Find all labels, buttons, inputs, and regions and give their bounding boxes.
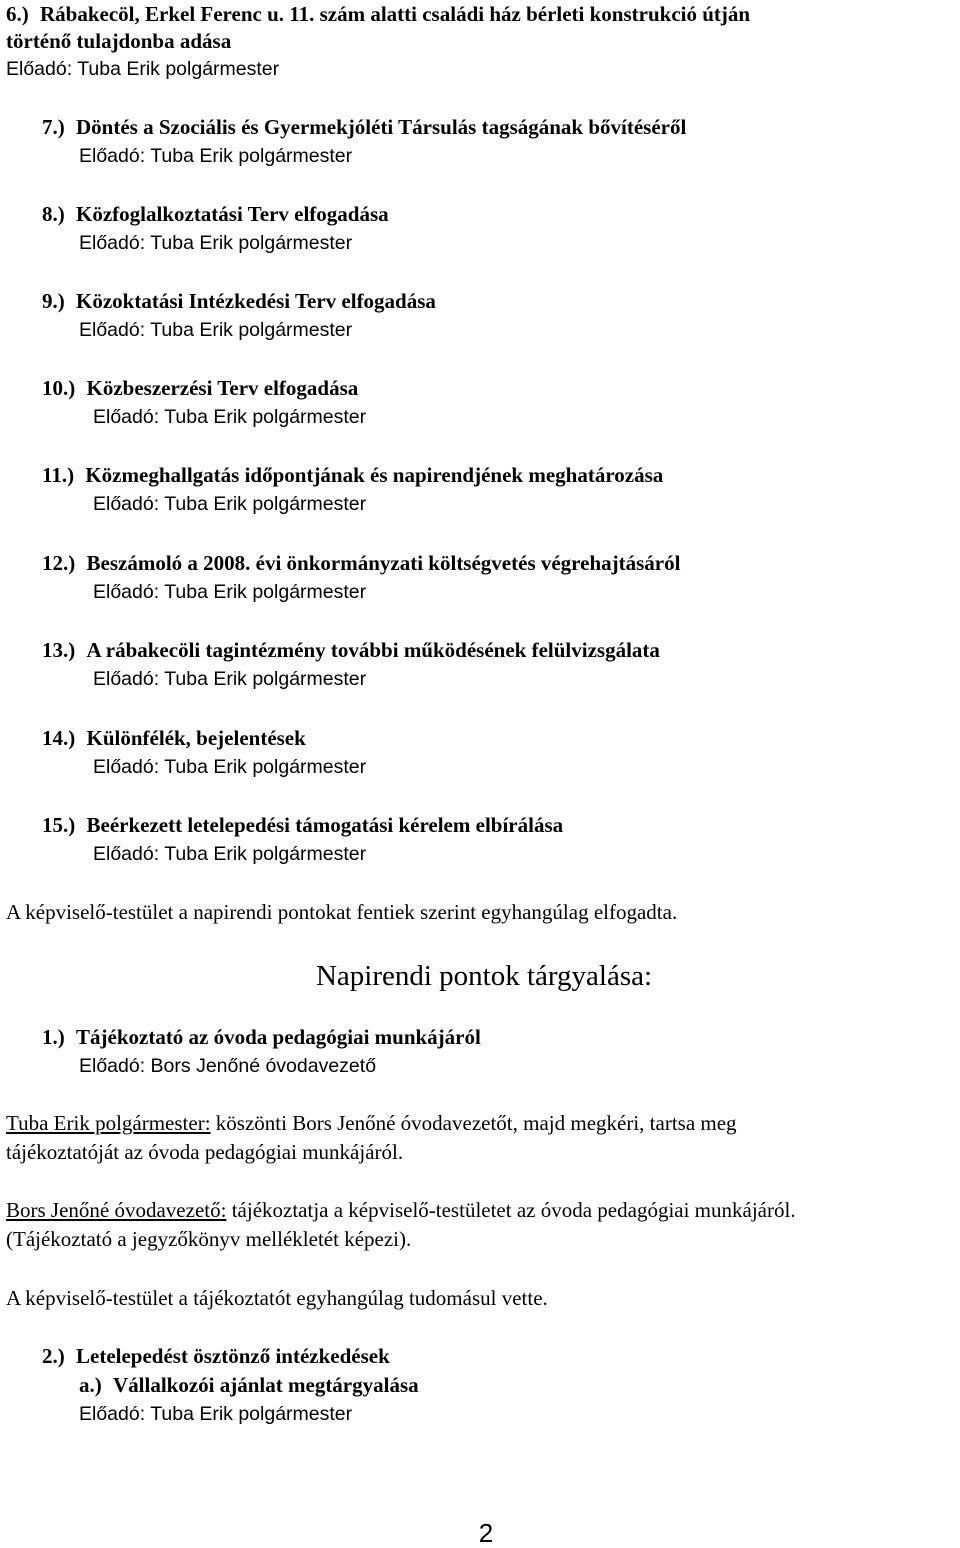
agenda-item-presenter: Előadó: Tuba Erik polgármester [79,319,353,341]
agenda-item-title [42,113,686,142]
agenda-item-number: 9.) [42,289,65,313]
agenda-item-text: Beérkezett letelepedési támogatási kérelem elbírálása [86,813,564,837]
discussion-item-number: 2.) [42,1344,65,1368]
section-heading: Napirendi pontok tárgyalása: [315,960,653,992]
agenda-item-presenter: Előadó: Tuba Erik polgármester [79,145,353,167]
agenda-item-title [42,549,680,578]
agenda-item-title [42,200,389,229]
resolution-text: A képviselő-testület a tájékoztatót egyhangúlag tudomásul vette. [6,1286,548,1310]
agenda-item-presenter: Előadó: Tuba Erik polgármester [93,756,367,778]
agenda-item-text: Döntés a Szociális és Gyermekjóléti Társulás tagságának bővítéséről [76,115,687,139]
agenda-item-title-continued: történő tulajdonba adása [6,29,232,53]
discussion-item-title [42,1023,481,1052]
agenda-item-text: Különfélék, bejelentések [86,726,306,750]
speaker-mayor: Tuba Erik polgármester: [6,1111,211,1135]
agenda-item-number: 12.) [42,551,76,575]
agenda-item-presenter: Előadó: Tuba Erik polgármester [93,843,367,865]
agenda-item-title [42,811,563,840]
mayor-statement-line-1 [6,1109,960,1138]
agenda-item-presenter: Előadó: Tuba Erik polgármester [93,406,367,428]
agenda-item-text: Közmeghallgatás időpontjának és napirendjének meghatározása [85,463,664,487]
agenda-item-text: A rábakecöli tagintézmény további működésének felülvizsgálata [86,638,660,662]
agenda-item-presenter: Előadó: Tuba Erik polgármester [93,581,367,603]
agenda-item-number: 10.) [42,376,76,400]
agenda-item-text: Beszámoló a 2008. évi önkormányzati költségvetés végrehajtásáról [86,551,681,575]
mayor-statement-line-2: tájékoztatóját az óvoda pedagógiai munkájáról. [6,1140,404,1164]
agenda-item-presenter: Előadó: Tuba Erik polgármester [93,668,367,690]
agenda-item-presenter: Előadó: Tuba Erik polgármester [93,493,367,515]
agenda-item-title [6,0,750,29]
agenda-item-title [42,461,663,490]
agenda-item-text: Közoktatási Intézkedési Terv elfogadása [76,289,436,313]
discussion-item-presenter: Előadó: Bors Jenőné óvodavezető [79,1055,377,1077]
director-statement-text: tájékoztatja a képviselő-testületet az óvoda pedagógiai munkájáról. [226,1198,796,1222]
agenda-item-text: Közfoglalkoztatási Terv elfogadása [76,202,389,226]
director-statement-line-2: (Tájékoztató a jegyzőkönyv mellékletét képezi). [6,1227,412,1251]
discussion-item-number: 1.) [42,1025,65,1049]
agenda-item-presenter: Előadó: Tuba Erik polgármester [6,58,280,80]
director-statement-line-1 [6,1196,960,1225]
discussion-item-title [42,1342,390,1371]
discussion-item-presenter: Előadó: Tuba Erik polgármester [79,1403,353,1425]
agenda-item-text: Közbeszerzési Terv elfogadása [86,376,359,400]
agenda-item-number: 11.) [42,463,75,487]
agenda-item-number: 15.) [42,813,76,837]
agenda-item-number: 8.) [42,202,65,226]
agenda-item-presenter: Előadó: Tuba Erik polgármester [79,232,353,254]
discussion-item-text: Tájékoztató az óvoda pedagógiai munkájáról [76,1025,481,1049]
agenda-item-title [42,374,358,403]
agenda-item-title [42,724,306,753]
discussion-subitem-title [79,1371,419,1400]
agenda-item-text: Rábakecöl, Erkel Ferenc u. 11. szám alatti családi ház bérleti konstrukció útján [40,2,751,26]
agenda-accepted-text: A képviselő-testület a napirendi pontokat fentiek szerint egyhangúlag elfogadta. [6,900,678,924]
agenda-item-number: 13.) [42,638,76,662]
agenda-item-number: 14.) [42,726,76,750]
page-number: 2 [478,1518,494,1548]
mayor-statement-text: köszönti Bors Jenőné óvodavezetőt, majd megkéri, tartsa meg [210,1111,737,1135]
discussion-item-text: Letelepedést ösztönző intézkedések [76,1344,390,1368]
agenda-item-title [42,636,660,665]
discussion-subitem-number: a.) [79,1373,102,1397]
agenda-item-number: 6.) [6,2,29,26]
agenda-item-title [42,287,436,316]
agenda-item-number: 7.) [42,115,65,139]
speaker-director: Bors Jenőné óvodavezető: [6,1198,227,1222]
discussion-subitem-text: Vállalkozói ajánlat megtárgyalása [113,1373,419,1397]
